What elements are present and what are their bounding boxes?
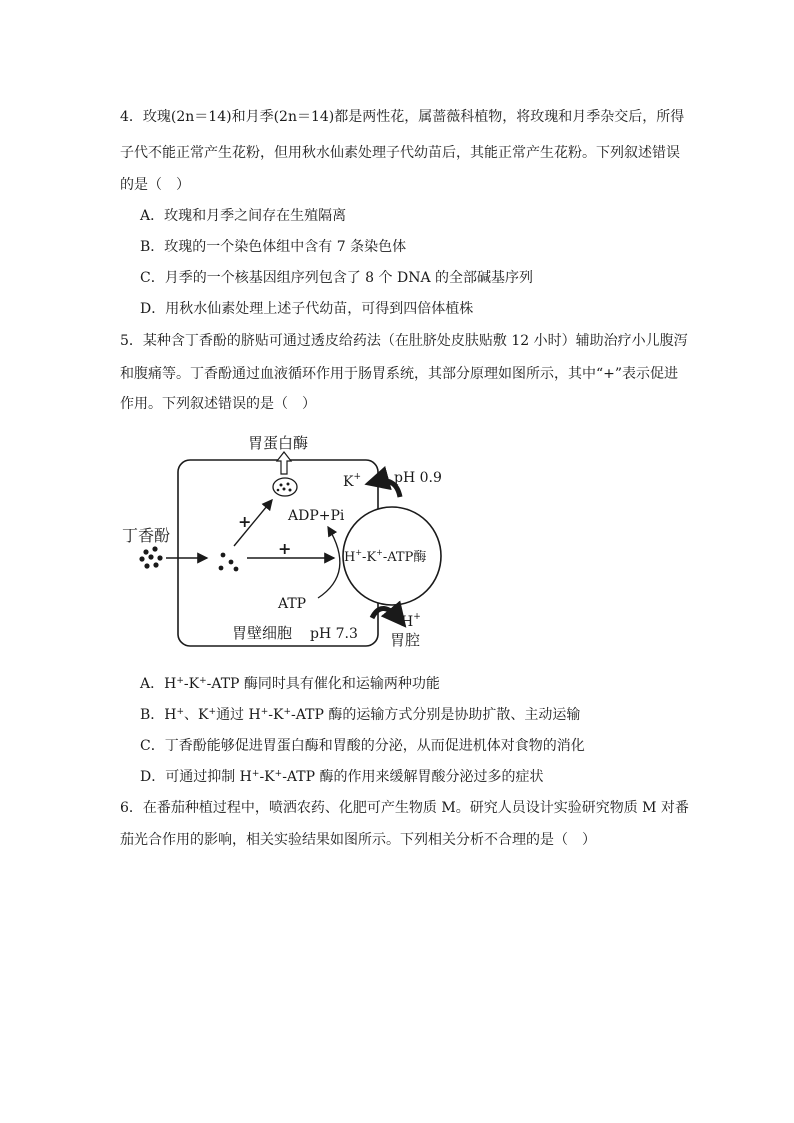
atp-label: ATP [278, 596, 307, 612]
plus-sign-2: + [278, 539, 292, 558]
enzyme-label: H+-K+-ATP酶 [344, 548, 427, 565]
q4-option-d: D．用秋水仙素处理上述子代幼苗，可得到四倍体植株 [140, 301, 474, 317]
k-ion-label: K+ [343, 472, 362, 490]
adp-pi-label: ADP+Pi [288, 508, 345, 524]
atp-hydrolysis-arrow [318, 527, 340, 598]
cell-ph-label: pH 7.3 [310, 626, 358, 642]
q6-stem-line2: 茄光合作用的影响，相关实验结果如图所示。下列相关分析不合理的是（ ） [120, 832, 596, 848]
pepsin-vesicle [273, 478, 297, 496]
q5-stem-line3: 作用。下列叙述错误的是（ ） [120, 396, 316, 412]
clove-molecules-inside [219, 553, 239, 572]
plus-sign-1: + [238, 512, 252, 531]
h-ion-label: H+ [401, 612, 421, 630]
h-efflux-arrow [372, 608, 400, 620]
q5-option-a: A．H+-K+-ATP 酶同时具有催化和运输两种功能 [140, 676, 440, 692]
q5-option-c: C．丁香酚能够促进胃蛋白酶和胃酸的分泌，从而促进机体对食物的消化 [140, 738, 585, 754]
q4-option-a: A．玫瑰和月季之间存在生殖隔离 [140, 208, 347, 224]
clove-molecules-outside [139, 546, 162, 568]
secretion-hollow-arrow [277, 452, 291, 474]
lumen-ph-label: pH 0.9 [394, 470, 442, 486]
q5-option-d: D．可通过抑制 H+-K+-ATP 酶的作用来缓解胃酸分泌过多的症状 [140, 769, 544, 785]
clove-phenol-label: 丁香酚 [122, 526, 171, 545]
q4-stem-line3: 的是（ ） [120, 177, 190, 193]
q4-option-b: B．玫瑰的一个染色体组中含有 7 条染色体 [140, 239, 407, 255]
q5-option-b: B．H+、K+通过 H+-K+-ATP 酶的运输方式分别是协助扩散、主动运输 [140, 707, 581, 723]
lumen-label: 胃腔 [390, 631, 421, 649]
q4-option-c: C．月季的一个核基因组序列包含了 8 个 DNA 的全部碱基序列 [140, 270, 534, 286]
q4-stem-line2: 子代不能正常产生花粉，但用秋水仙素处理子代幼苗后，其能正常产生花粉。下列叙述错误 [120, 145, 680, 161]
gastric-cell-diagram [110, 428, 470, 658]
q4-stem-line1: 4．玫瑰(2n＝14)和月季(2n＝14)都是两性花，属蔷薇科植物，将玫瑰和月季杂交后，所得 [120, 109, 685, 125]
cell-label: 胃壁细胞 [232, 624, 293, 642]
q5-stem-line1: 5．某种含丁香酚的脐贴可通过透皮给药法（在肚脐处皮肤贴敷 12 小时）辅助治疗小儿腹泻 [120, 333, 688, 349]
pepsin-label: 胃蛋白酶 [248, 434, 309, 452]
q5-stem-line2: 和腹痛等。丁香酚通过血液循环作用于肠胃系统，其部分原理如图所示，其中“+”表示促进 [120, 366, 679, 382]
q6-stem-line1: 6．在番茄种植过程中，喷洒农药、化肥可产生物质 M。研究人员设计实验研究物质 M 对番 [120, 800, 689, 816]
